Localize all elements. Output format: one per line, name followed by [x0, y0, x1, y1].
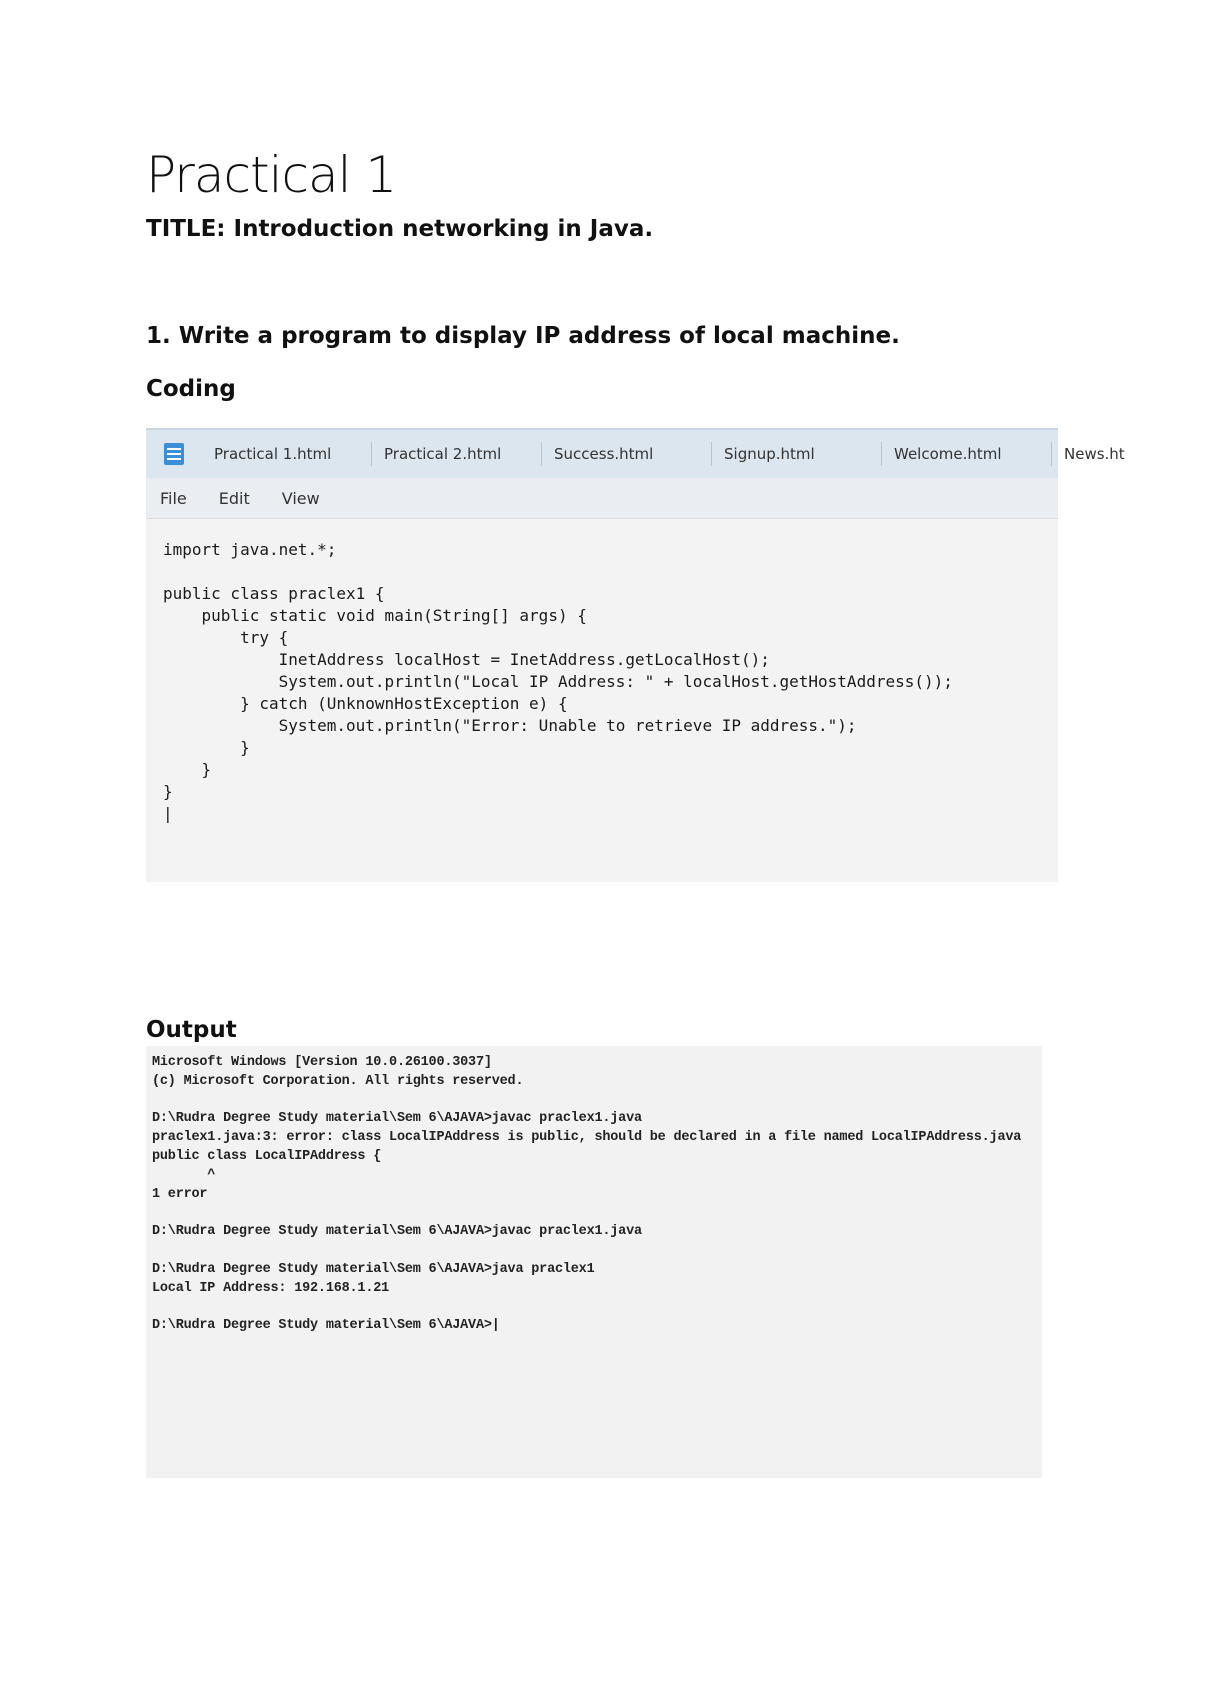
tab-practical-2[interactable]: Practical 2.html: [384, 442, 542, 466]
tab-news[interactable]: News.ht: [1064, 445, 1125, 463]
output-label: Output: [146, 1017, 237, 1043]
practical-title: TITLE: Introduction networking in Java.: [146, 216, 654, 242]
code-text-area[interactable]: import java.net.*; public class praclex1 { public static void main(String[] args) { try { InetAddress localHost = InetAddress.getLocalHost(); System.out.println("Local IP Address: " + localHost.getHostAddress()); } catch (UnknownHostException e) { System.out.println("Error: Unable to retrieve IP address."); } } } |: [163, 540, 953, 823]
menu-view[interactable]: View: [281, 488, 320, 508]
code-editor-screenshot: [146, 428, 1125, 882]
page-title: Practical 1: [146, 146, 397, 204]
editor-tab-bar: [146, 428, 1125, 478]
editor-menu-bar: [146, 478, 1058, 519]
tab-success[interactable]: Success.html: [554, 442, 712, 466]
console-text: Microsoft Windows [Version 10.0.26100.3037] (c) Microsoft Corporation. All rights reserved. D:\Rudra Degree Study material\Sem 6\AJAVA>javac praclex1.java praclex1.java:3: error: class LocalIPAddress is public, should be declared in a file named LocalIPAddress.java public class LocalIPAddress { ^ 1 error D:\Rudra Degree Study material\Sem 6\AJAVA>javac praclex1.java D:\Rudra Degree Study material\Sem 6\AJAVA>java praclex1 Local IP Address: 192.168.1.21 D:\Rudra Degree Study material\Sem 6\AJAVA>|: [152, 1055, 1022, 1334]
question-text: 1. Write a program to display IP address of local machine.: [146, 323, 900, 349]
tab-welcome[interactable]: Welcome.html: [894, 442, 1052, 466]
notepad-icon: [164, 443, 184, 465]
menu-edit[interactable]: Edit: [218, 488, 250, 508]
coding-label: Coding: [146, 376, 236, 402]
menu-file[interactable]: File: [160, 488, 187, 508]
tab-signup[interactable]: Signup.html: [724, 442, 882, 466]
console-output-screenshot: [146, 1046, 1042, 1478]
tab-practical-1[interactable]: Practical 1.html: [214, 442, 372, 466]
